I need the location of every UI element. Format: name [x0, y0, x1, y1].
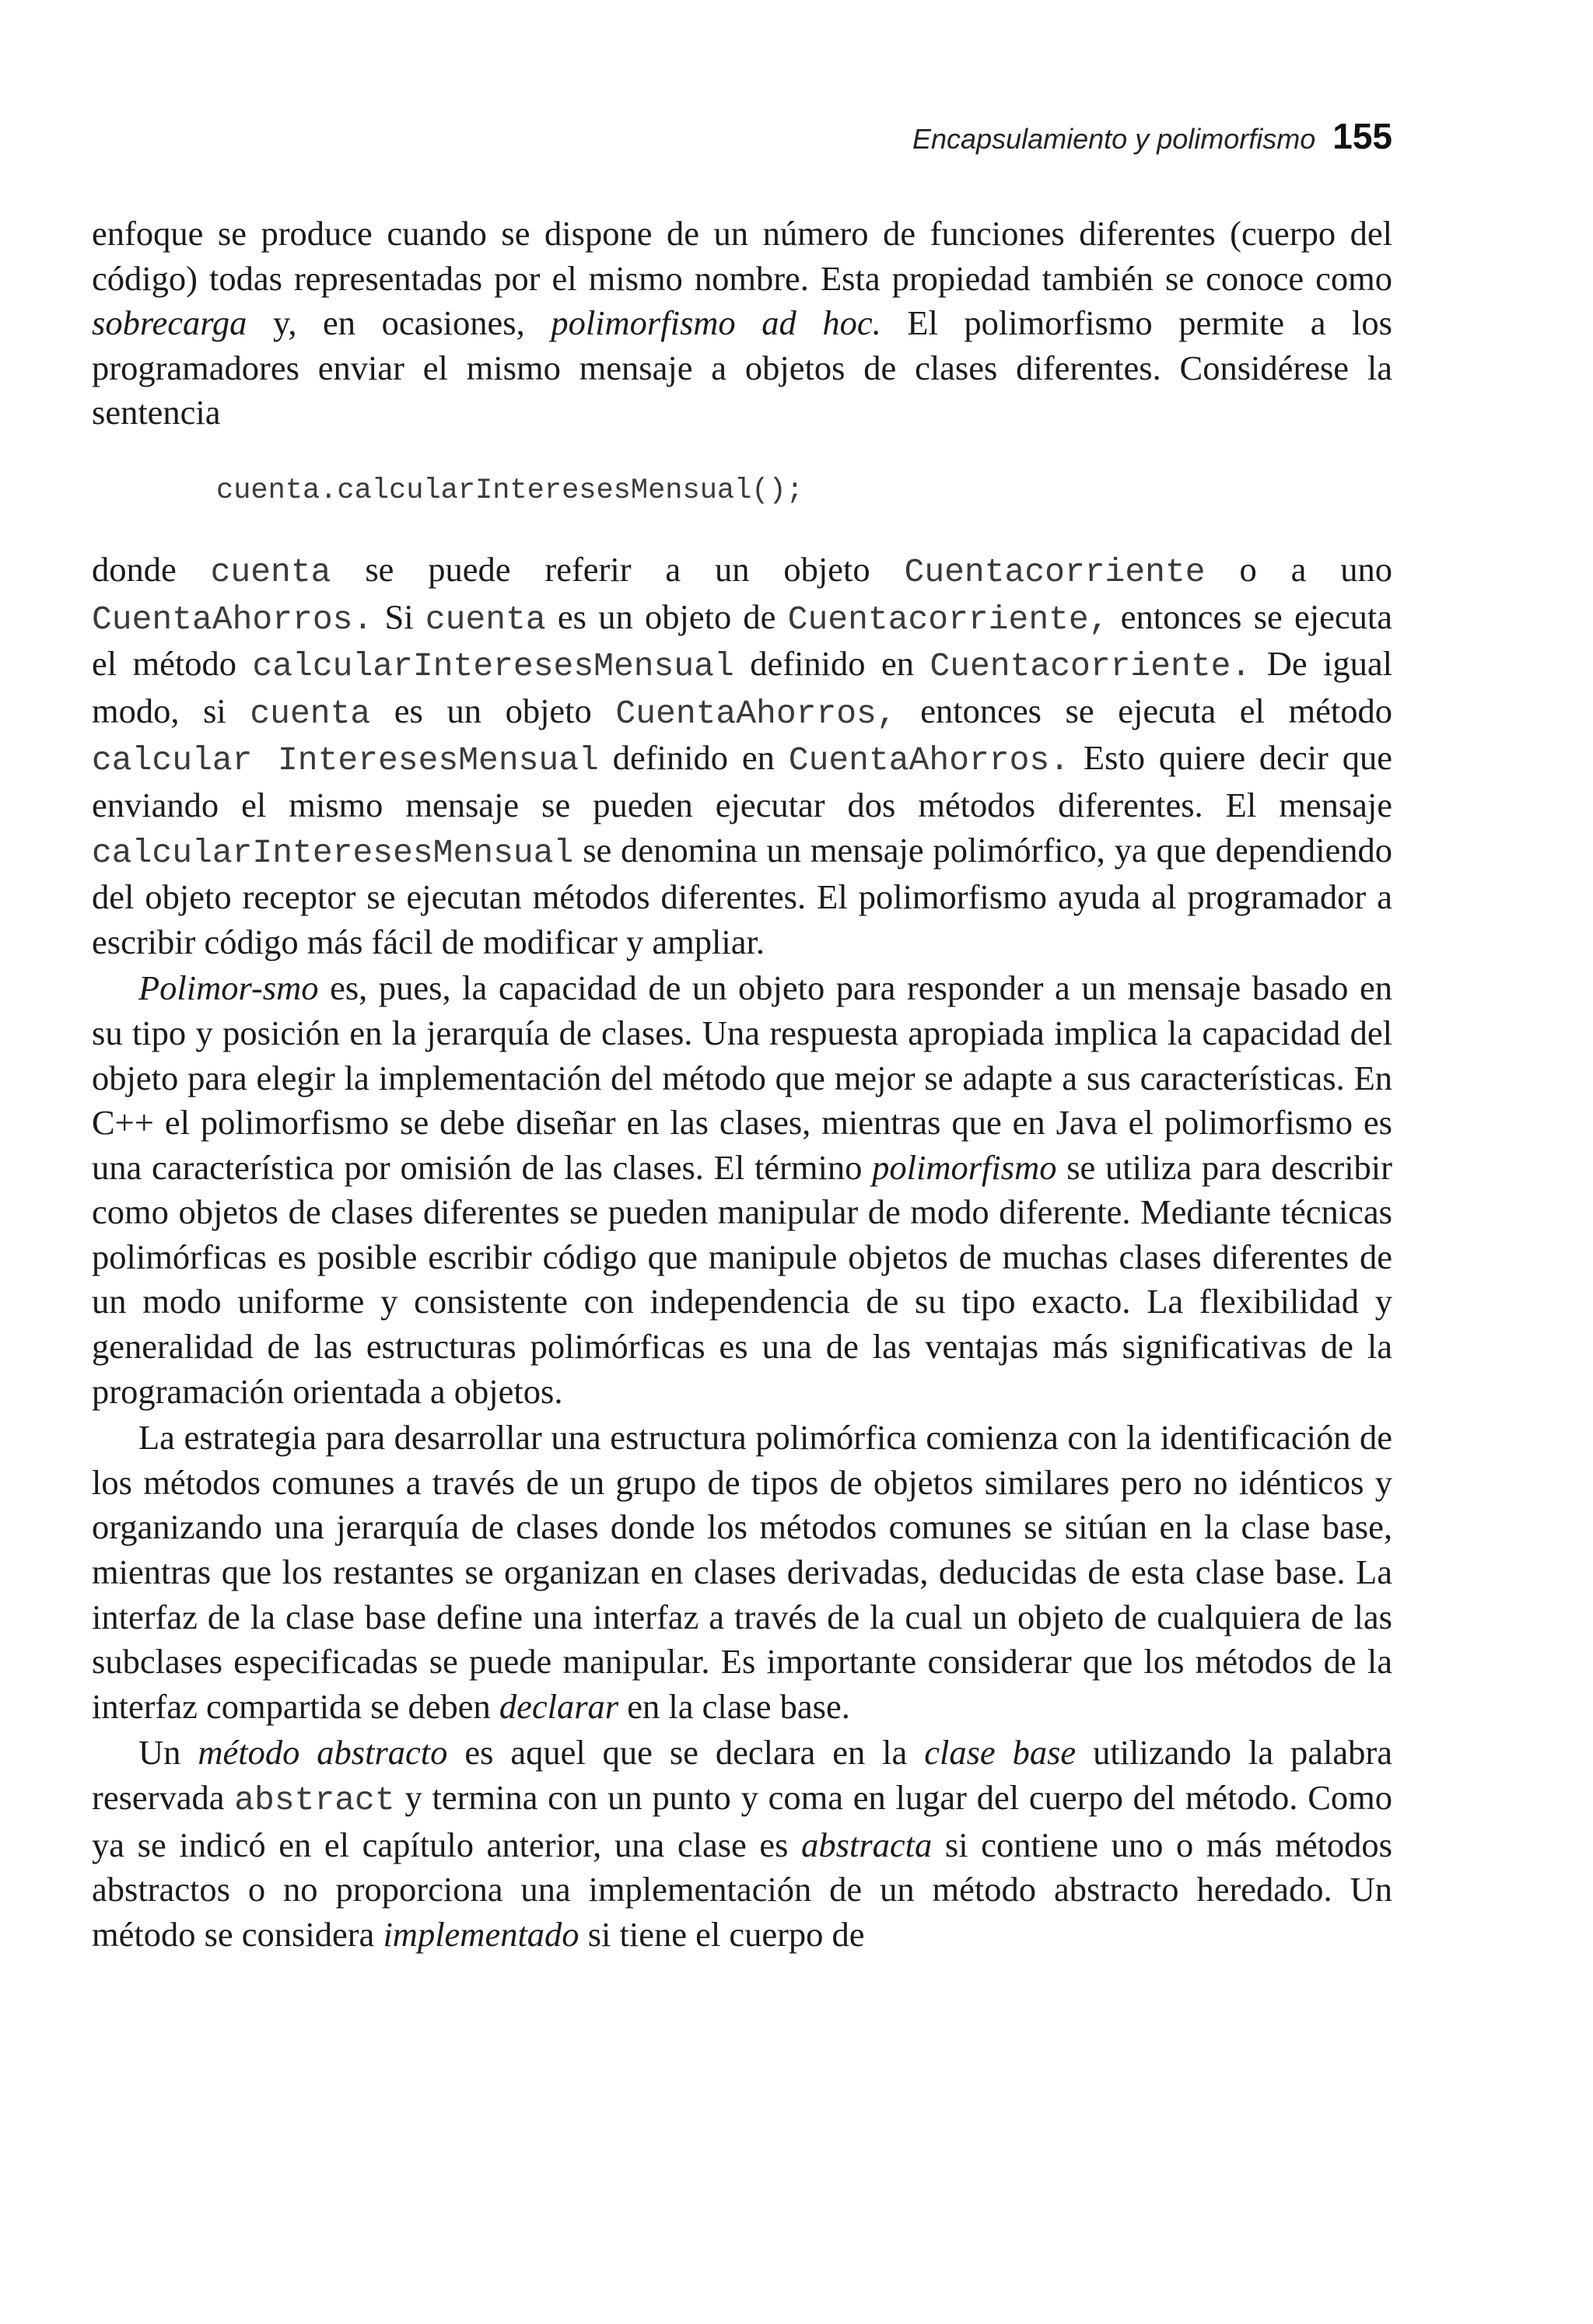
text-run: donde: [92, 549, 211, 589]
inline-code: cuenta: [425, 600, 546, 639]
text-run: La estrategia para desarrollar una estructura polimórfica comienza con la identificación de los métodos comunes a través de un grupo de tipos de objetos similares pero no idénticos y organizando una jerarquía de clases donde los métodos comunes se sitúan en la clase base, mientras que los restantes se organizan en clases derivadas, deducidas de esta clase base. La interfaz de la clase base define una interfaz a través de la cual un objeto de cualquiera de las subclases especificadas se puede manipular. Es importante considerar que los métodos de la interfaz compartida se deben: [92, 1418, 1392, 1726]
text-run: De igual modo, si: [92, 644, 1392, 730]
text-run: es un objeto de: [545, 597, 788, 636]
inline-code: Cuentacorriente,: [787, 600, 1109, 639]
body-text: [92, 212, 1392, 1957]
emphasis: implementado: [383, 1914, 579, 1954]
inline-code: calcularInteresesMensual: [92, 833, 574, 872]
code-example: cuenta.calcularInteresesMensual();: [216, 474, 804, 507]
text-run: y termina con un punto y coma en lugar del cuerpo del método. Como ya se indicó en el capítulo anterior, una clase es: [92, 1778, 1392, 1864]
text-run: si contiene uno o más métodos abstractos o no proporciona una implementación de un método abstracto heredado. Un método se considera: [92, 1825, 1392, 1954]
inline-code: CuentaAhorros.: [788, 741, 1070, 780]
running-header: [0, 115, 1392, 157]
text-run: Un: [138, 1733, 198, 1773]
running-title: Encapsulamiento y polimorfismo: [912, 123, 1316, 155]
inline-code: cuenta: [210, 552, 331, 591]
text-run: en la clase base.: [618, 1686, 850, 1726]
text-run: o a uno: [1205, 549, 1392, 589]
inline-code: CuentaAhorros.: [92, 600, 373, 639]
inline-code: calcularInteresesMensual: [252, 647, 734, 686]
paragraph-1: [92, 212, 1392, 436]
text-run: utilizando la palabra reservada: [92, 1733, 1392, 1817]
text-run: y, en ocasiones,: [247, 303, 551, 343]
text-run: Si: [373, 597, 425, 636]
paragraph-3: [92, 966, 1392, 1414]
text-run: se puede referir a un objeto: [331, 549, 905, 589]
text-run: definido en: [733, 644, 930, 684]
paragraph-5: [92, 1731, 1392, 1957]
text-run: entonces se ejecuta el método: [92, 597, 1392, 684]
inline-code: cuenta: [250, 694, 371, 733]
emphasis: sobrecarga: [92, 303, 247, 343]
emphasis: declarar: [499, 1686, 619, 1726]
paragraph-2: [92, 548, 1392, 964]
text-run: es un objeto: [370, 691, 616, 730]
emphasis: clase base: [924, 1733, 1077, 1773]
text-run: definido en: [598, 738, 789, 778]
text-run: El polimorfismo permite a los programadores enviar el mismo mensaje a objetos de clases diferentes. Considérese la sentencia: [92, 303, 1392, 432]
emphasis: método abstracto: [198, 1733, 448, 1773]
emphasis: Polimor-smo: [138, 968, 319, 1008]
inline-code: Cuentacorriente.: [930, 647, 1252, 686]
text-run: se utiliza para describir como objetos de clases diferentes se pueden manipular de modo diferente. Mediante técnicas polimórficas es posible escribir código que manipule objetos de muchas clases diferentes de un modo uniforme y consistente con independencia de su tipo exacto. La flexibilidad y generalidad de las estructuras polimórficas es una de las ventajas más significativas de la programación orientada a objetos.: [92, 1147, 1392, 1411]
text-run: si tiene el cuerpo de: [579, 1914, 865, 1954]
paragraph-4: [92, 1416, 1392, 1729]
emphasis: abstracta: [801, 1825, 933, 1864]
text-run: es aquel que se declara en la: [447, 1733, 925, 1773]
text-run: enfoque se produce cuando se dispone de un número de funciones diferentes (cuerpo del código) todas representadas por el mismo nombre. Esta propiedad también se conoce como: [92, 214, 1392, 298]
text-run: entonces se ejecuta el método: [896, 691, 1392, 730]
inline-code: Cuentacorriente: [904, 552, 1206, 591]
inline-code: calcular InteresesMensual: [92, 741, 599, 780]
text-run: se denomina un mensaje polimórfico, ya que dependiendo del objeto receptor se ejecutan métodos diferentes. El polimorfismo ayuda al programador a escribir código más fácil de modificar y ampliar.: [92, 830, 1392, 961]
inline-code: CuentaAhorros,: [615, 694, 897, 733]
text-run: Esto quiere decir que enviando el mismo mensaje se pueden ejecutar dos métodos diferentes. El mensaje: [92, 738, 1392, 824]
page-number: 155: [1332, 116, 1392, 156]
emphasis: polimorfismo ad hoc.: [551, 303, 881, 343]
emphasis: polimorfismo: [872, 1147, 1057, 1187]
inline-code: abstract: [234, 1781, 395, 1819]
text-run: es, pues, la capacidad de un objeto para responder a un mensaje basado en su tipo y posición en la jerarquía de clases. Una respuesta apropiada implica la capacidad del objeto para elegir la implementación del método que mejor se adapte a sus características. En C++ el polimorfismo se debe diseñar en las clases, mientras que en Java el polimorfismo es una característica por omisión de las clases. El término: [92, 968, 1392, 1187]
